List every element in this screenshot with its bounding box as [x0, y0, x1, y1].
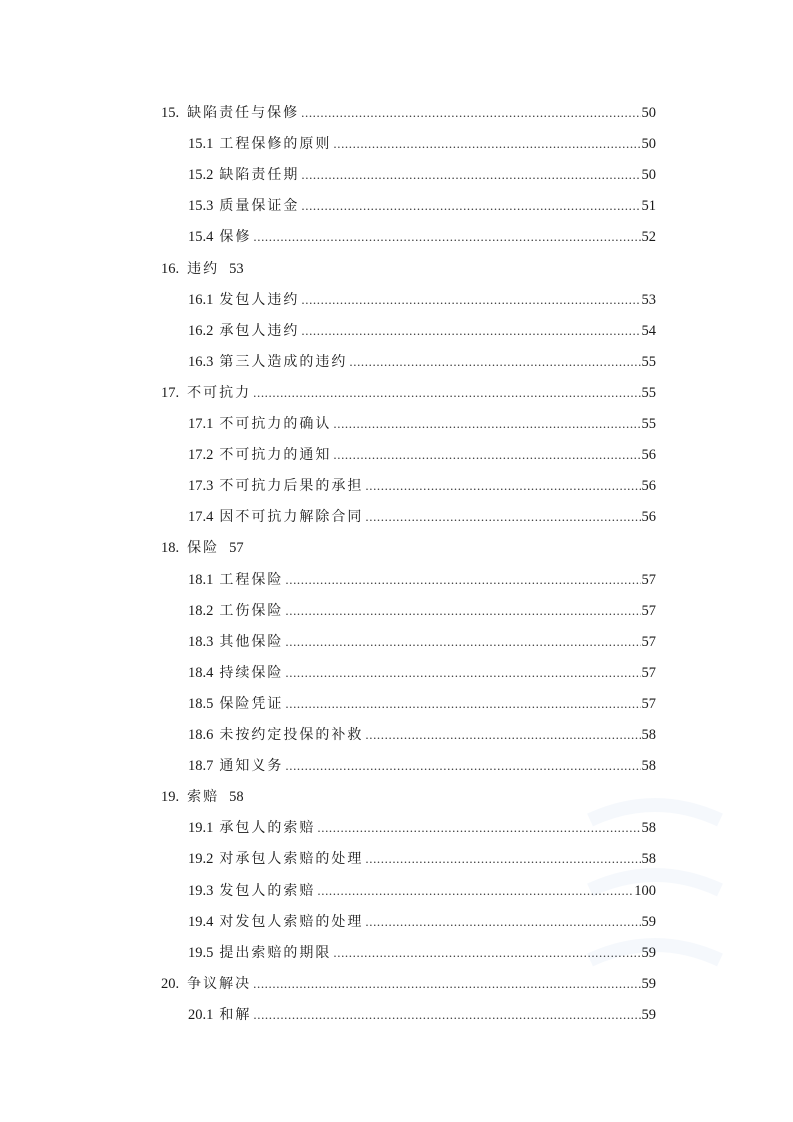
- toc-entry-page: 55: [641, 416, 656, 432]
- toc-entry-title: 不可抗力的确认: [219, 416, 332, 432]
- toc-entry-page: 58: [229, 789, 244, 806]
- toc-entry-title: 争议解决: [187, 975, 252, 992]
- toc-entry-number: 19.2: [188, 851, 214, 868]
- toc-entry[interactable]: [188, 442, 656, 464]
- toc-entry[interactable]: [188, 349, 656, 371]
- toc-entry-page: 56: [641, 447, 656, 464]
- toc-entry-title: 对发包人索赔的处理: [219, 913, 364, 930]
- toc-entry-number: 18.5: [188, 695, 214, 712]
- toc-entry-number: 20.1: [188, 1006, 214, 1023]
- toc-entry-title: 通知义务: [219, 758, 284, 775]
- toc-entry-page: 54: [641, 322, 656, 339]
- toc-dot-leader: [285, 633, 640, 651]
- toc-entry-number: 17.1: [188, 416, 214, 432]
- toc-dot-leader: [253, 384, 640, 402]
- toc-entry-title: 和解: [219, 1006, 252, 1023]
- toc-entry-title: 对承包人索赔的处理: [219, 851, 364, 868]
- toc-entry-number: 18.4: [188, 664, 214, 681]
- toc-entry-number: 15.2: [188, 167, 214, 184]
- toc-entry-title: 提出索赔的期限: [219, 944, 332, 961]
- toc-entry[interactable]: [188, 504, 656, 526]
- toc-entry-page: 100: [634, 882, 656, 899]
- toc-dot-leader: [285, 602, 640, 620]
- toc-dot-leader: [301, 166, 640, 184]
- toc-entry-number: 17.3: [188, 478, 214, 495]
- toc-entry[interactable]: [188, 162, 656, 184]
- toc-dot-leader: [253, 228, 640, 246]
- toc-entry-title: 保险: [187, 540, 220, 557]
- toc-entry-page: 51: [641, 198, 656, 215]
- toc-entry-page: 59: [641, 975, 656, 992]
- toc-entry-title: 承包人的索赔: [219, 820, 316, 837]
- toc-entry-page: 57: [229, 540, 244, 557]
- toc-entry-number: 19.: [161, 789, 180, 806]
- toc-entry-number: 19.1: [188, 820, 214, 837]
- toc-entry-title: 不可抗力的通知: [219, 447, 332, 464]
- toc-entry-number: 16.: [161, 260, 180, 277]
- toc-entry[interactable]: [188, 660, 656, 682]
- toc-entry-title: 持续保险: [219, 664, 284, 681]
- toc-entry-page: 59: [641, 944, 656, 961]
- toc-entry-page: 56: [641, 478, 656, 495]
- toc-entry-number: 18.6: [188, 727, 214, 743]
- toc-entry[interactable]: [161, 100, 656, 122]
- toc-dot-leader: [301, 197, 640, 215]
- toc-entry-title: 索赔: [187, 789, 220, 806]
- toc-entry[interactable]: [188, 411, 656, 433]
- toc-dot-leader: [301, 104, 640, 122]
- toc-entry-page: 55: [641, 353, 656, 370]
- toc-entry-number: 17.2: [188, 447, 214, 464]
- toc-entry-page: 50: [641, 105, 656, 121]
- toc-entry-page: 52: [641, 229, 656, 246]
- toc-dot-leader: [365, 726, 640, 744]
- toc-entry-page: 56: [641, 509, 656, 526]
- toc-entry-page: 58: [641, 820, 656, 837]
- toc-entry-title: 缺陷责任期: [219, 167, 300, 184]
- toc-entry-number: 18.: [161, 540, 180, 557]
- toc-entry-number: 17.: [161, 384, 180, 401]
- toc-entry-page: 57: [641, 602, 656, 619]
- toc-entry[interactable]: [188, 753, 656, 775]
- toc-entry-page: 59: [641, 913, 656, 930]
- toc-dot-leader: [365, 477, 640, 495]
- toc-entry[interactable]: [188, 318, 656, 340]
- toc-entry-number: 19.5: [188, 944, 214, 961]
- toc-entry-page: 58: [641, 851, 656, 868]
- toc-entry-page: 59: [641, 1006, 656, 1023]
- toc-entry-page: 58: [641, 727, 656, 743]
- toc-entry-title: 发包人违约: [219, 291, 300, 308]
- toc-entry[interactable]: [161, 535, 656, 557]
- toc-entry-page: 50: [641, 167, 656, 184]
- toc-dot-leader: [365, 508, 640, 526]
- toc-dot-leader: [333, 446, 640, 464]
- toc-entry[interactable]: [188, 131, 656, 153]
- toc-entry-page: 57: [641, 695, 656, 712]
- toc-entry-number: 19.4: [188, 913, 214, 930]
- toc-entry-page: 53: [641, 291, 656, 308]
- toc-entry-title: 保险凭证: [219, 695, 284, 712]
- toc-entry-title: 工程保险: [219, 571, 284, 588]
- toc-entry-page: 53: [229, 260, 244, 277]
- toc-entry-title: 承包人违约: [219, 322, 300, 339]
- toc-entry-page: 55: [641, 384, 656, 401]
- toc-entry[interactable]: [188, 193, 656, 215]
- toc-entry-number: 16.3: [188, 353, 214, 370]
- toc-entry-title: 不可抗力后果的承担: [219, 478, 364, 495]
- toc-entry[interactable]: [188, 691, 656, 713]
- toc-entry[interactable]: [161, 380, 656, 402]
- toc-entry-number: 16.2: [188, 322, 214, 339]
- toc-dot-leader: [301, 322, 640, 340]
- toc-entry-number: 20.: [161, 975, 180, 992]
- toc-dot-leader: [333, 135, 640, 153]
- toc-entry[interactable]: [188, 567, 656, 589]
- toc-entry-title: 保修: [219, 229, 252, 246]
- toc-dot-leader: [301, 291, 640, 309]
- toc-entry-page: 57: [641, 633, 656, 650]
- toc-entry-title: 质量保证金: [219, 198, 300, 215]
- toc-entry-title: 发包人的索赔: [219, 882, 316, 899]
- toc-entry-page: 50: [641, 136, 656, 153]
- toc-entry-number: 17.4: [188, 509, 214, 526]
- toc-entry[interactable]: [188, 722, 656, 744]
- toc-entry-title: 缺陷责任与保修: [187, 105, 300, 121]
- toc-entry-title: 工伤保险: [219, 602, 284, 619]
- toc-entry[interactable]: [188, 224, 656, 246]
- watermark-logo: [560, 780, 750, 1040]
- toc-entry-title: 工程保修的原则: [219, 136, 332, 153]
- toc-entry[interactable]: [188, 598, 656, 620]
- toc-entry-title: 违约: [187, 260, 220, 277]
- toc-dot-leader: [349, 353, 640, 371]
- toc-dot-leader: [333, 415, 640, 433]
- toc-entry-number: 16.1: [188, 291, 214, 308]
- toc-entry-number: 18.7: [188, 758, 214, 775]
- toc-dot-leader: [285, 571, 640, 589]
- toc-entry-number: 15.: [161, 105, 180, 121]
- toc-entry-title: 未按约定投保的补救: [219, 727, 364, 743]
- toc-entry-number: 15.4: [188, 229, 214, 246]
- toc-dot-leader: [285, 757, 640, 775]
- toc-entry-page: 57: [641, 664, 656, 681]
- toc-dot-leader: [285, 664, 640, 682]
- toc-entry-title: 第三人造成的违约: [219, 353, 348, 370]
- toc-entry-title: 不可抗力: [187, 384, 252, 401]
- toc-entry[interactable]: [188, 287, 656, 309]
- toc-entry-number: 18.2: [188, 602, 214, 619]
- toc-entry-number: 15.1: [188, 136, 214, 153]
- toc-entry-page: 57: [641, 571, 656, 588]
- toc-entry-number: 15.3: [188, 198, 214, 215]
- toc-entry-number: 18.3: [188, 633, 214, 650]
- toc-entry-title: 其他保险: [219, 633, 284, 650]
- toc-entry[interactable]: [188, 629, 656, 651]
- toc-dot-leader: [285, 695, 640, 713]
- toc-entry-page: 58: [641, 758, 656, 775]
- toc-entry-number: 19.3: [188, 882, 214, 899]
- toc-entry[interactable]: [161, 256, 656, 278]
- toc-entry-number: 18.1: [188, 571, 214, 588]
- toc-entry[interactable]: [188, 473, 656, 495]
- toc-entry-title: 因不可抗力解除合同: [219, 509, 364, 526]
